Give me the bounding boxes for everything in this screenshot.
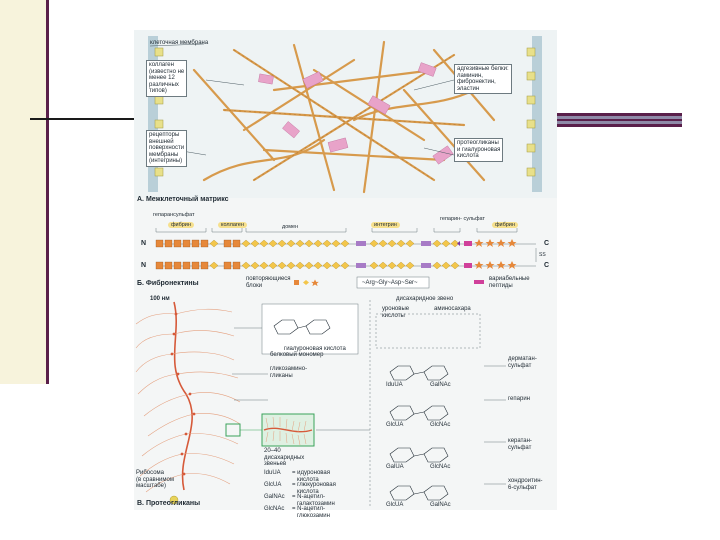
label-integrin: интегрин <box>371 222 400 228</box>
adhesive-proteins-label: адгезивные белки: ламинин, фибронектин, эластин <box>454 64 512 94</box>
panel-a-title: А. Межклеточный матрикс <box>137 196 229 203</box>
structure-left-unit: GlcUA <box>386 502 404 508</box>
legend-abbr: GlcUA <box>264 482 282 488</box>
label-domain: домен <box>282 224 299 230</box>
slide-title-rule-left <box>30 118 134 120</box>
rgds-motif-label: ~Arg~Gly~Asp~Ser~ <box>362 280 418 286</box>
chain-1-n-terminus: N <box>141 240 147 247</box>
panel-b-title: Б. Фибронектины <box>137 280 199 287</box>
structure-left-unit: GlcUA <box>386 422 404 428</box>
glycosaminoglycans-label: гликозамино- гликаны <box>270 366 308 379</box>
chain-2-c-terminus: C <box>544 262 550 269</box>
label-fibrin-2: фибрин <box>492 222 518 228</box>
chain-1-c-terminus: C <box>544 240 550 247</box>
structure-right-unit: GlcNAc <box>430 464 451 470</box>
structure-name: кератан- сульфат <box>508 438 532 451</box>
proteoglycans-label: протеогликаны и гиалуроновая кислота <box>454 138 503 162</box>
variable-peptides-label: вариабельные пептиды <box>489 276 530 289</box>
scale-bar-label: 100 нм <box>150 296 170 302</box>
structure-left-unit: GalUA <box>386 464 404 470</box>
structure-name: хондроитин- 6-сульфат <box>508 478 543 491</box>
disulfide-bond-label: SS <box>539 252 546 258</box>
panel-c-illustration <box>134 294 557 510</box>
structure-right-unit: GalNAc <box>430 502 451 508</box>
collagen-label: коллаген (известно не менее 12 различных типов) <box>146 60 187 97</box>
membrane-label: клеточная мембрана <box>150 40 209 46</box>
legend-abbr: GlcNAc <box>264 506 285 512</box>
panel-c-title: В. Протеогликаны <box>137 500 201 507</box>
protein-monomer-label: белковый мономер <box>270 352 324 358</box>
ribosome-label: Рибосома (в сравнимом масштабе) <box>136 470 174 489</box>
structure-right-unit: GlcNAc <box>430 422 451 428</box>
slide-left-rule <box>46 0 49 384</box>
slide-title-rule-right <box>557 113 682 127</box>
label-heparin-sulfate: гепарин- сульфат <box>440 216 485 222</box>
receptors-label: рецепторы внешней поверхности мембраны (интегрины) <box>146 130 187 167</box>
uronic-acids-label: уроновые кислоты <box>382 306 410 319</box>
amino-sugars-label: аминосахара <box>434 306 471 312</box>
repeat-blocks-label: повторяющиеся блоки <box>246 276 291 289</box>
legend-def: = N-ацетил- галактозамин <box>292 494 335 507</box>
label-heparan-sulfate: гепарансульфат <box>153 212 195 218</box>
hyaluronic-acid-label: гиалуроновая кислота <box>284 346 346 352</box>
disaccharide-unit-header: дисахаридное звено <box>396 296 454 302</box>
structure-name: гепарин <box>508 396 530 402</box>
chain-2-n-terminus: N <box>141 262 147 269</box>
slide-left-band <box>0 0 46 384</box>
legend-abbr: IduUA <box>264 470 281 476</box>
legend-abbr: GalNAc <box>264 494 285 500</box>
label-fibrin-1: фибрин <box>168 222 194 228</box>
legend-def: = N-ацетил- глюкозамин <box>292 506 330 519</box>
legend-def: = глюкуроновая кислота <box>292 482 336 495</box>
structure-right-unit: GalNAc <box>430 382 451 388</box>
panel-a-illustration <box>134 30 557 198</box>
legend-def: = идуроновая кислота <box>292 470 330 483</box>
structure-name: дерматан- сульфат <box>508 356 537 369</box>
extracellular-matrix-figure <box>134 30 557 519</box>
disaccharide-count-label: 20–40 дисахаридных звеньев <box>264 448 305 467</box>
label-collagen: коллаген <box>218 222 247 228</box>
structure-left-unit: IduUA <box>386 382 403 388</box>
